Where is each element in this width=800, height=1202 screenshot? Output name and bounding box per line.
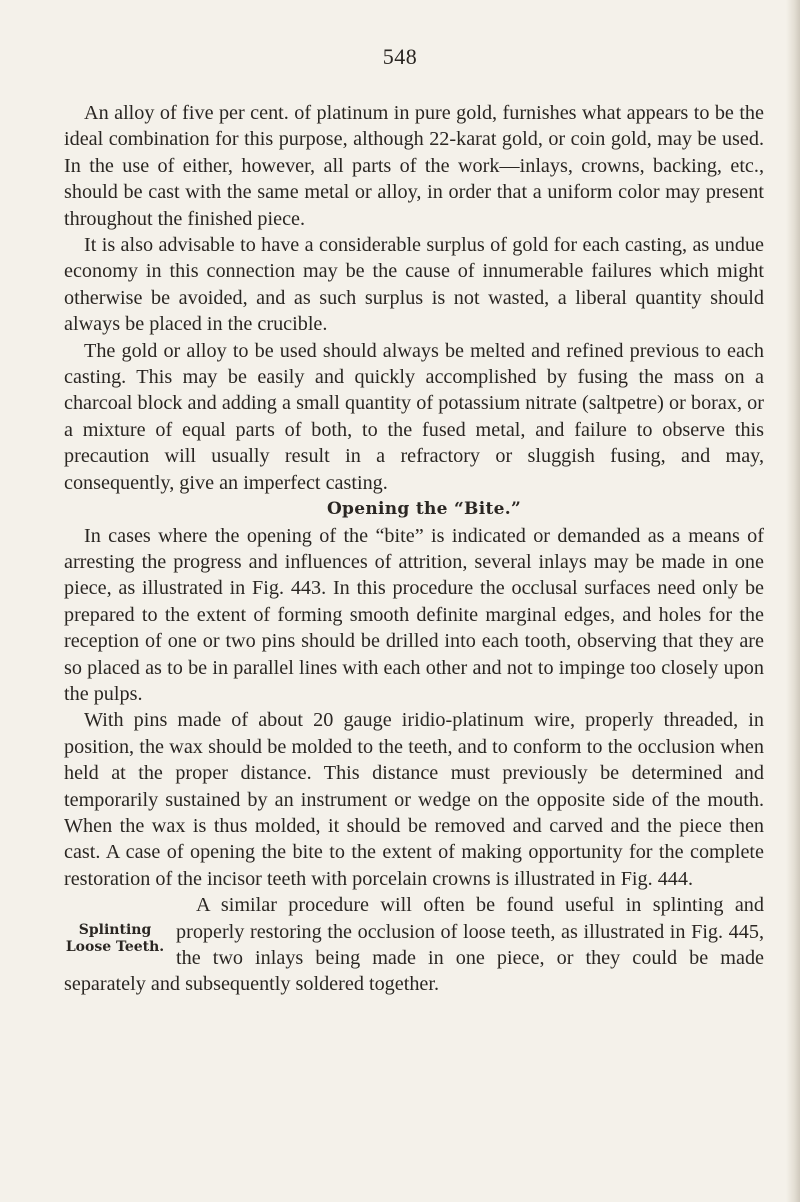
splinting-section <box>64 892 764 998</box>
body-text <box>64 100 764 998</box>
section-heading-opening-bite: Opening the “Bite.” <box>326 499 522 520</box>
paragraph-surplus: It is also advisable to have a considerable surplus of gold for each casting, as undue economy in this connection may be the cause of innumerable failures which might otherwise be avoided, and as such surplus is not wasted, a liberal quantity should always be placed in the crucible. <box>64 234 764 336</box>
paragraph-alloy: An alloy of five per cent. of platinum in pure gold, furnishes what appears to be the ideal combination for this purpose, although 22-karat gold, or coin gold, may be used. In the use of either, however, all parts of the work—inlays, crowns, backing, etc., should be cast with the same metal or alloy, in order that a uniform color may present throughout the finished piece. <box>64 102 764 230</box>
paragraph-refining: The gold or alloy to be used should always be melted and refined previous to each casting. This may be easily and quickly accomplished by fusing the mass on a charcoal block and adding a small quantity of potassium nitrate (saltpetre) or borax, or a mixture of equal parts of both, to the fused metal, and failure to observe this precaution will usually result in a refractory or sluggish fusing, and may, consequently, give an imperfect casting. <box>64 339 764 494</box>
sidenote-splinting: Splinting Loose Teeth. <box>65 922 165 956</box>
page-edge-shadow <box>786 0 800 1202</box>
page-number: 548 <box>382 44 418 69</box>
paragraph-pins: With pins made of about 20 gauge iridio-platinum wire, properly threaded, in position, the wax should be molded to the teeth, and to conform to the occlusion when held at the proper distance. This distance must previously be determined and temporarily sustained by an instrument or wedge on the opposite side of the mouth. When the wax is thus molded, it should be removed and carved and the piece then cast. A case of opening the bite to the extent of making opportunity for the complete restoration of the incisor teeth with porcelain crowns is illustrated in Fig. 444. <box>64 709 764 890</box>
paragraph-opening-bite: In cases where the opening of the “bite” is indicated or demanded as a means of arresting the progress and influences of attrition, several inlays may be made in one piece, as illustrated in Fig. 443. In this procedure the occlusal surfaces need only be prepared to the extent of forming smooth definite marginal edges, and holes for the reception of one or two pins should be drilled into each tooth, observing that they are so placed as to be in parallel lines with each other and not to impinge too closely upon the pulps. <box>64 524 764 705</box>
paragraph-splinting: A similar procedure will often be found useful in splinting and properly restoring the occlusion of loose teeth, as illustrated in Fig. 445, the two inlays being made in one piece, or they could be made separately and subsequently soldered together. <box>64 894 764 996</box>
